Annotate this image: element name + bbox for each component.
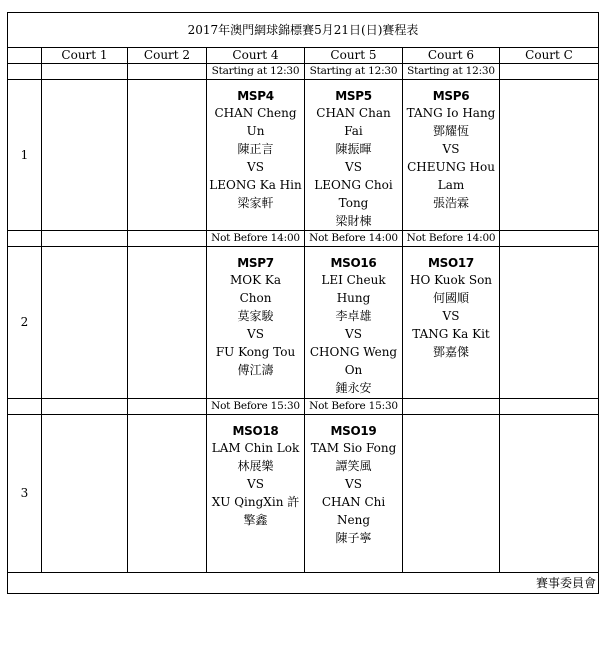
start-time-cell [403, 399, 500, 415]
player-line: VS [345, 327, 362, 341]
start-time-cell [500, 231, 599, 247]
start-time-cell: Not Before 14:00 [403, 231, 500, 247]
match-code: MSP5 [335, 89, 372, 103]
player-line: CHEUNG Hou [407, 160, 495, 174]
start-time-cell [500, 64, 599, 80]
court-header: Court 1 [42, 48, 128, 64]
start-time-cell: Starting at 12:30 [207, 64, 305, 80]
match-code: MSP6 [432, 89, 470, 103]
match-content [403, 247, 499, 361]
start-time-row [8, 64, 599, 80]
player-line: 李卓雄 [335, 309, 372, 323]
player-line: HO Kuok Son [409, 273, 493, 287]
player-line: CHAN Chan [316, 106, 391, 120]
player-line: 陳子寧 [335, 531, 372, 545]
player-line: VS [247, 160, 264, 174]
match-row [8, 247, 599, 399]
player-line: FU Kong Tou [215, 345, 296, 359]
match-cell [207, 247, 305, 399]
match-code: MSO17 [428, 256, 474, 270]
player-line: VS [442, 309, 460, 323]
match-content [207, 80, 304, 212]
player-line: CHONG Weng [309, 345, 398, 359]
player-line: LEONG Ka Hin [209, 178, 302, 192]
start-time-cell [42, 231, 128, 247]
start-time-corner-cell [8, 231, 42, 247]
player-line: 莫家駿 [237, 309, 274, 323]
player-line: VS [345, 477, 362, 491]
start-time-cell [128, 64, 207, 80]
match-content [305, 80, 402, 230]
court-header: Court 5 [305, 48, 403, 64]
court-header: Court 2 [128, 48, 207, 64]
player-line: CHAN Cheng [214, 106, 297, 120]
footer-row [8, 573, 599, 594]
match-cell [207, 80, 305, 231]
schedule-table [7, 12, 599, 594]
court-header: Court C [500, 48, 599, 64]
player-line: 陳振暉 [335, 142, 372, 156]
start-time-cell: Not Before 15:30 [207, 399, 305, 415]
match-content [305, 247, 402, 397]
start-time-corner-cell [8, 399, 42, 415]
session-number: 2 [8, 247, 42, 399]
organizer-footer: 賽事委員會 [8, 573, 599, 594]
empty-cell [42, 247, 128, 399]
start-time-cell: Starting at 12:30 [403, 64, 500, 80]
match-content [403, 80, 499, 212]
match-cell [305, 247, 403, 399]
start-time-corner-cell [8, 64, 42, 80]
court-header-row [8, 48, 599, 64]
empty-cell [128, 415, 207, 573]
start-time-cell [42, 64, 128, 80]
court-header: Court 6 [403, 48, 500, 64]
player-line: Chon [239, 291, 272, 305]
player-line: Neng [336, 513, 370, 527]
player-line: Un [246, 124, 265, 138]
match-cell [305, 80, 403, 231]
empty-cell [128, 80, 207, 231]
start-time-cell: Not Before 14:00 [207, 231, 305, 247]
player-line: VS [247, 477, 264, 491]
match-code: MSO18 [232, 424, 279, 438]
start-time-cell: Starting at 12:30 [305, 64, 403, 80]
player-line: Lam [437, 178, 465, 192]
match-row [8, 80, 599, 231]
player-line: TANG Ka Kit [412, 327, 490, 341]
header-corner-cell [8, 48, 42, 64]
player-line: 張浩霖 [432, 196, 469, 210]
start-time-row [8, 399, 599, 415]
player-line: LEONG Choi [314, 178, 393, 192]
schedule-title: 2017年澳門網球錦標賽5月21日(日)賽程表 [8, 13, 599, 48]
player-line: 林展樂 [237, 459, 274, 473]
player-line: LAM Chin Lok [211, 441, 300, 455]
empty-cell [42, 415, 128, 573]
empty-cell [500, 415, 599, 573]
player-line: 陳正言 [237, 142, 274, 156]
match-code: MSP4 [237, 89, 274, 103]
player-line: MOK Ka [229, 273, 282, 287]
match-content [305, 415, 402, 547]
match-code: MSP7 [237, 256, 274, 270]
empty-cell [128, 247, 207, 399]
match-content [207, 415, 304, 529]
session-number: 1 [8, 80, 42, 231]
player-line: Tong [338, 196, 369, 210]
player-line: 鍾永安 [335, 381, 372, 395]
player-line: 梁財棟 [335, 214, 372, 228]
start-time-cell [500, 399, 599, 415]
player-line: CHAN Chi [321, 495, 386, 509]
player-line: VS [442, 142, 460, 156]
player-line: 傅江濤 [237, 363, 274, 377]
player-line: XU QingXin 許 [211, 495, 300, 509]
player-line: TANG Io Hang [406, 106, 496, 120]
player-line: 何國順 [432, 291, 469, 305]
match-content [207, 247, 304, 379]
match-cell [403, 80, 500, 231]
start-time-row [8, 231, 599, 247]
player-line: Fai [344, 124, 363, 138]
empty-cell [500, 247, 599, 399]
session-number: 3 [8, 415, 42, 573]
empty-cell [500, 80, 599, 231]
empty-cell [403, 415, 500, 573]
player-line: On [344, 363, 363, 377]
player-line: LEI Cheuk [321, 273, 386, 287]
match-code: MSO16 [330, 256, 377, 270]
player-line: 梁家軒 [237, 196, 274, 210]
player-line: VS [247, 327, 264, 341]
player-line: 擎鑫 [243, 513, 268, 527]
match-code: MSO19 [330, 424, 377, 438]
start-time-cell [42, 399, 128, 415]
player-line: VS [345, 160, 362, 174]
match-row [8, 415, 599, 573]
player-line: 鄧嘉傑 [432, 345, 469, 359]
start-time-cell: Not Before 15:30 [305, 399, 403, 415]
start-time-cell [128, 231, 207, 247]
match-cell [305, 415, 403, 573]
court-header: Court 4 [207, 48, 305, 64]
player-line: 譚笑風 [335, 459, 372, 473]
player-line: TAM Sio Fong [310, 441, 397, 455]
empty-cell [42, 80, 128, 231]
start-time-cell: Not Before 14:00 [305, 231, 403, 247]
player-line: Hung [336, 291, 371, 305]
start-time-cell [128, 399, 207, 415]
match-cell [207, 415, 305, 573]
match-cell [403, 247, 500, 399]
player-line: 鄧耀恆 [432, 124, 469, 138]
